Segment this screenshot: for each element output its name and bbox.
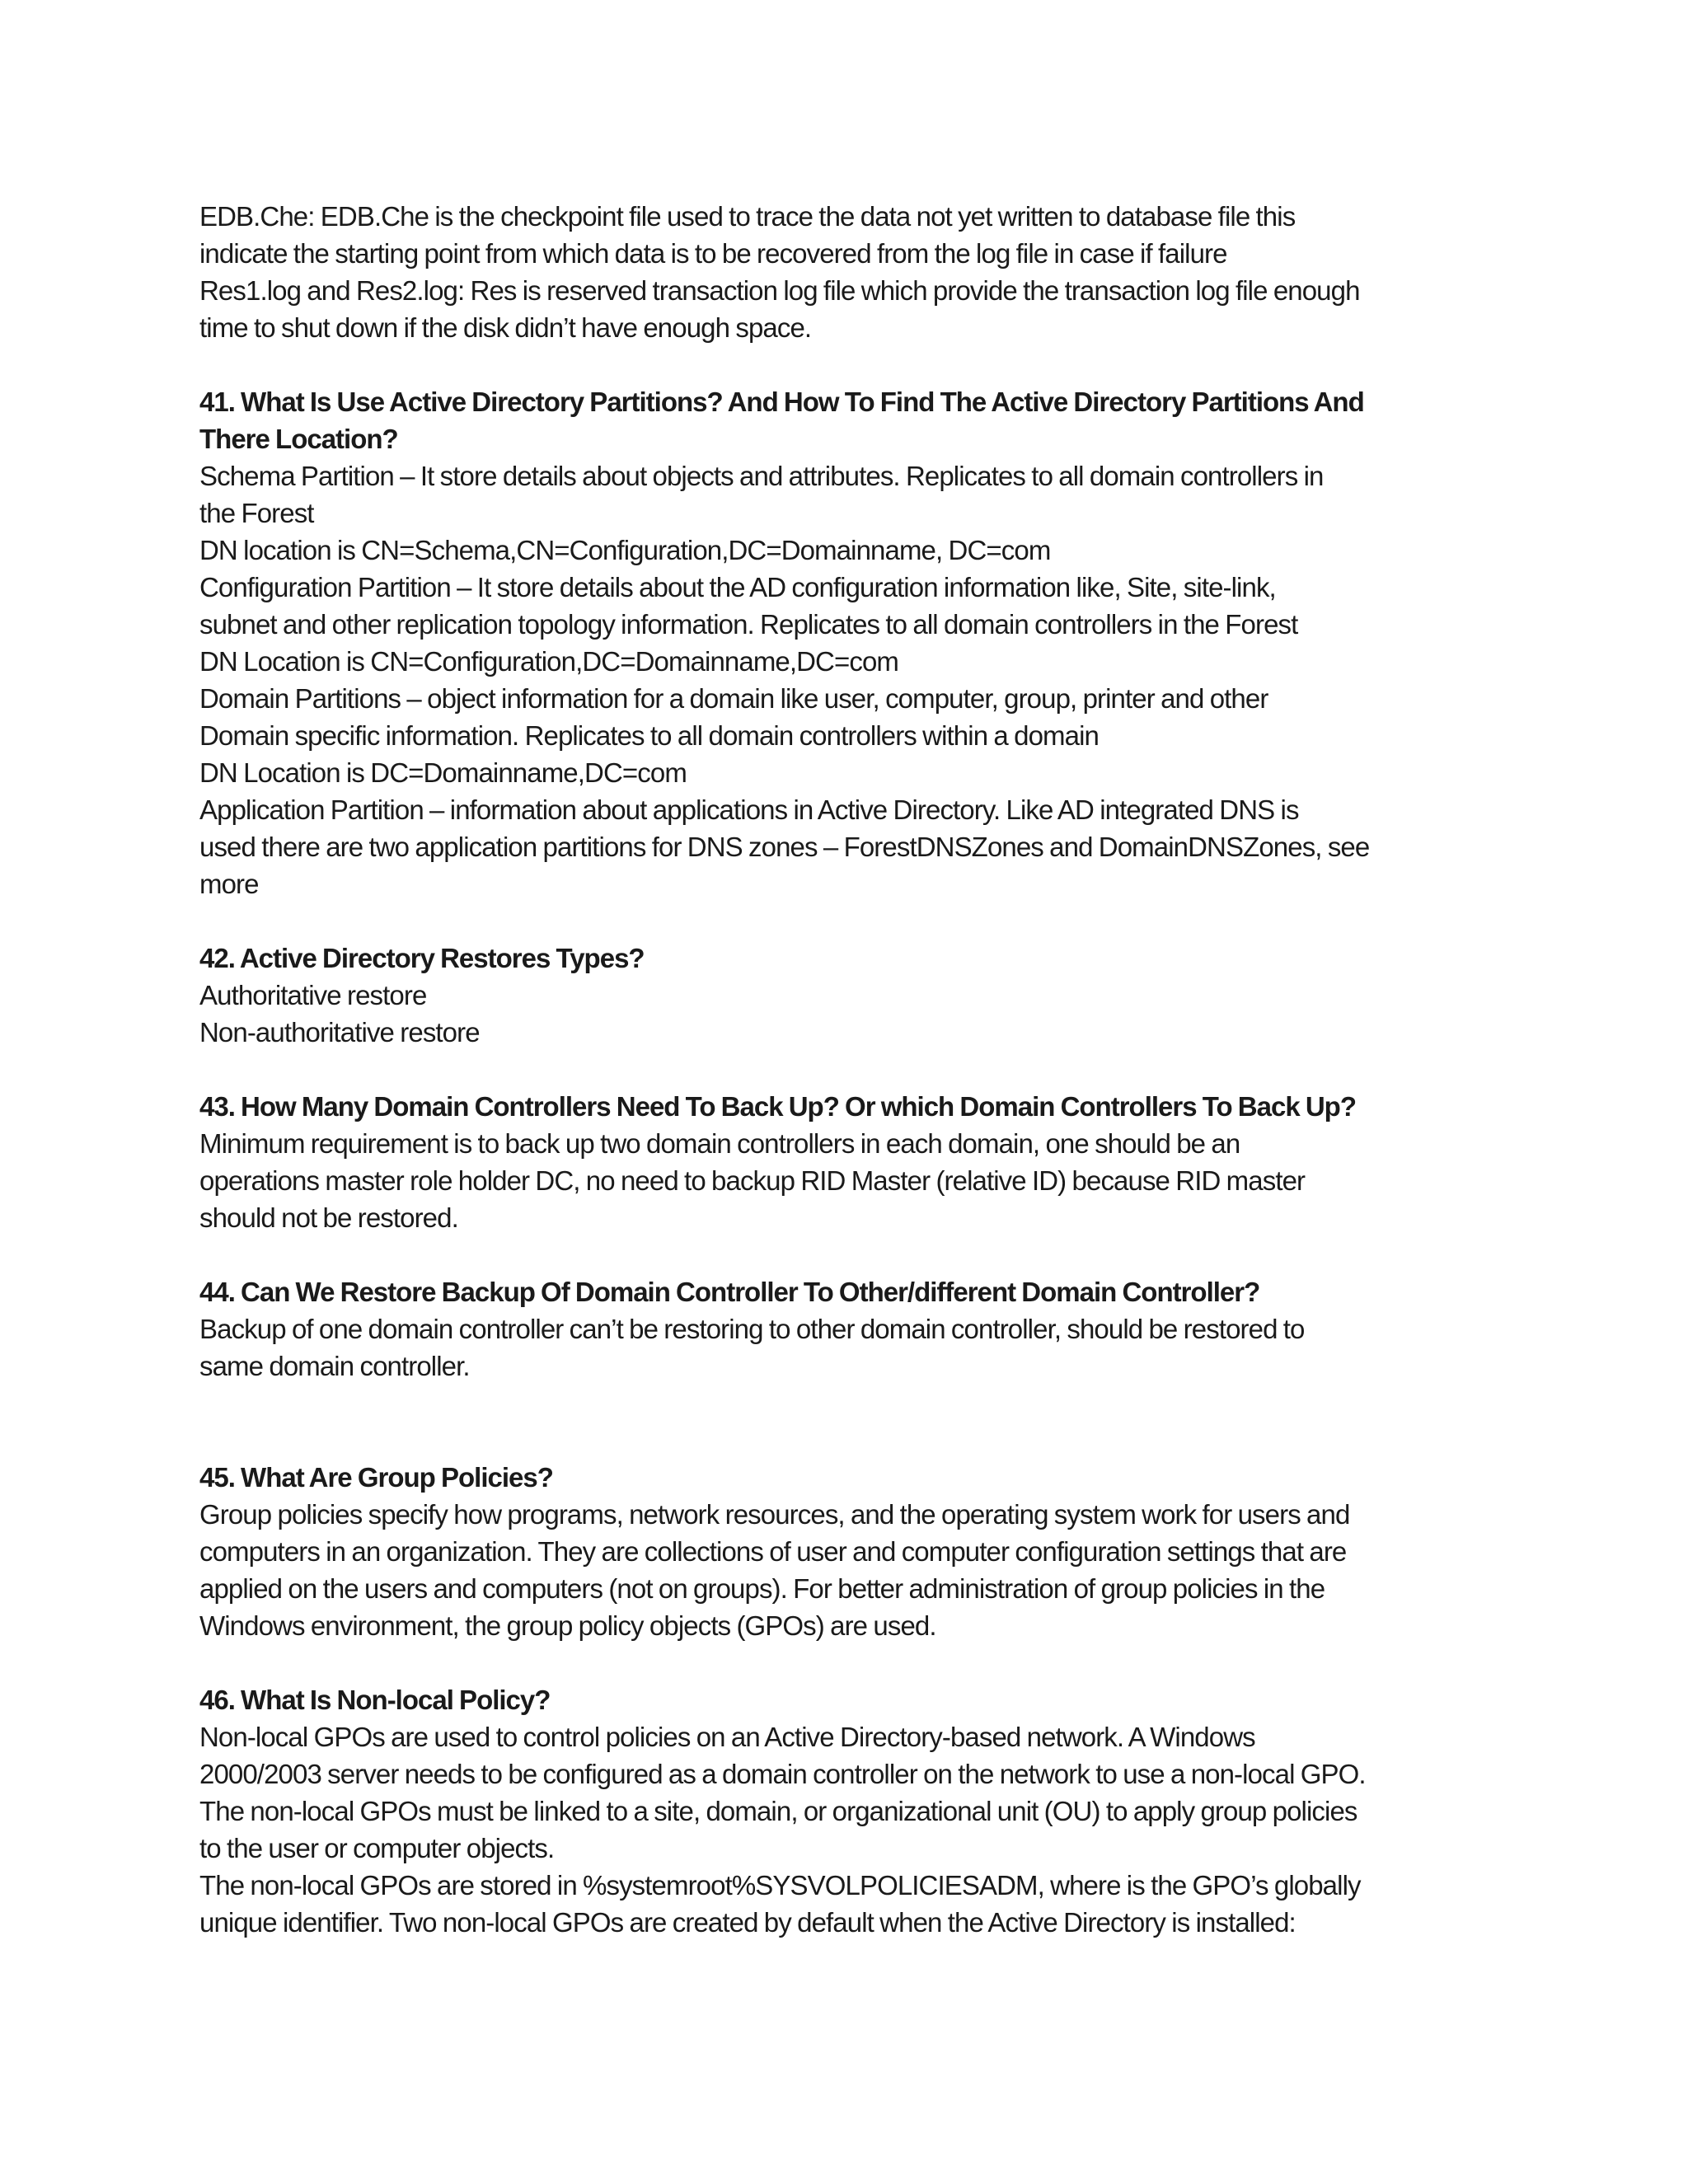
answer-41-line: DN Location is CN=Configuration,DC=Domainname,DC=com: [199, 646, 899, 677]
answer-44-line: same domain controller.: [199, 1351, 470, 1381]
answer-41-line: DN Location is DC=Domainname,DC=com: [199, 757, 687, 788]
answer-45-line: Group policies specify how programs, network resources, and the operating system work for users and: [199, 1499, 1350, 1530]
answer-41-line: DN location is CN=Schema,CN=Configuration,DC=Domainname, DC=com: [199, 535, 1051, 565]
answer-45-line: applied on the users and computers (not on groups). For better administration of group policies in the: [199, 1573, 1325, 1604]
answer-41-line: more: [199, 869, 259, 899]
answer-43-line: operations master role holder DC, no need to backup RID Master (relative ID) because RID master: [199, 1165, 1306, 1196]
answer-46-line: The non-local GPOs are stored in %systemroot%SYSVOLPOLICIESADM, where is the GPO’s globally: [199, 1870, 1361, 1900]
question-43-title: 43. How Many Domain Controllers Need To Back Up? Or which Domain Controllers To Back Up?: [199, 1091, 1356, 1122]
answer-46-line: The non-local GPOs must be linked to a site, domain, or organizational unit (OU) to apply group policies: [199, 1796, 1357, 1826]
answer-42-line: Non-authoritative restore: [199, 1017, 480, 1047]
answer-41-line: subnet and other replication topology information. Replicates to all domain controllers in the Forest: [199, 609, 1298, 640]
question-42-title: 42. Active Directory Restores Types?: [199, 943, 645, 973]
question-41-title: There Location?: [199, 424, 398, 454]
answer-41-line: used there are two application partitions for DNS zones – ForestDNSZones and DomainDNSZones, see: [199, 832, 1370, 862]
intro-line: time to shut down if the disk didn’t have enough space.: [199, 312, 812, 343]
answer-41-line: Domain Partitions – object information for a domain like user, computer, group, printer and other: [199, 683, 1268, 714]
answer-41-line: Schema Partition – It store details about objects and attributes. Replicates to all domain controllers in: [199, 461, 1324, 491]
answer-43-line: should not be restored.: [199, 1202, 458, 1233]
spacer: [199, 346, 1502, 383]
spacer: [199, 1236, 1502, 1273]
answer-45-line: Windows environment, the group policy objects (GPOs) are used.: [199, 1610, 936, 1641]
answer-45-line: computers in an organization. They are collections of user and computer configuration settings that are: [199, 1536, 1347, 1567]
spacer: [199, 1644, 1502, 1681]
question-45-title: 45. What Are Group Policies?: [199, 1462, 553, 1493]
question-44-title: 44. Can We Restore Backup Of Domain Controller To Other/different Domain Controller?: [199, 1277, 1260, 1307]
answer-44-line: Backup of one domain controller can’t be restoring to other domain controller, should be restored to: [199, 1314, 1305, 1344]
answer-46-line: Non-local GPOs are used to control policies on an Active Directory-based network. A Windows: [199, 1722, 1255, 1752]
answer-41-line: Application Partition – information about applications in Active Directory. Like AD integrated DNS is: [199, 794, 1299, 825]
intro-line: Res1.log and Res2.log: Res is reserved transaction log file which provide the transaction log file enough: [199, 275, 1360, 306]
intro-line: EDB.Che: EDB.Che is the checkpoint file used to trace the data not yet written to database file this: [199, 201, 1296, 232]
spacer: [199, 902, 1502, 940]
answer-46-line: unique identifier. Two non-local GPOs are created by default when the Active Directory is installed:: [199, 1907, 1296, 1938]
answer-46-line: 2000/2003 server needs to be configured as a domain controller on the network to use a non-local GPO.: [199, 1759, 1366, 1789]
answer-41-line: the Forest: [199, 498, 314, 528]
answer-41-line: Domain specific information. Replicates to all domain controllers within a domain: [199, 720, 1099, 751]
spacer: [199, 1051, 1502, 1088]
answer-41-line: Configuration Partition – It store details about the AD configuration information like, Site, site-link,: [199, 572, 1276, 602]
question-46-title: 46. What Is Non-local Policy?: [199, 1685, 551, 1715]
answer-43-line: Minimum requirement is to back up two domain controllers in each domain, one should be an: [199, 1128, 1240, 1159]
question-41-title: 41. What Is Use Active Directory Partitions? And How To Find The Active Directory Partitions And: [199, 387, 1364, 417]
document-page: [199, 198, 1502, 1941]
answer-42-line: Authoritative restore: [199, 980, 427, 1010]
intro-line: indicate the starting point from which data is to be recovered from the log file in case if failure: [199, 238, 1227, 269]
answer-46-line: to the user or computer objects.: [199, 1833, 555, 1863]
spacer: [199, 1385, 1502, 1459]
